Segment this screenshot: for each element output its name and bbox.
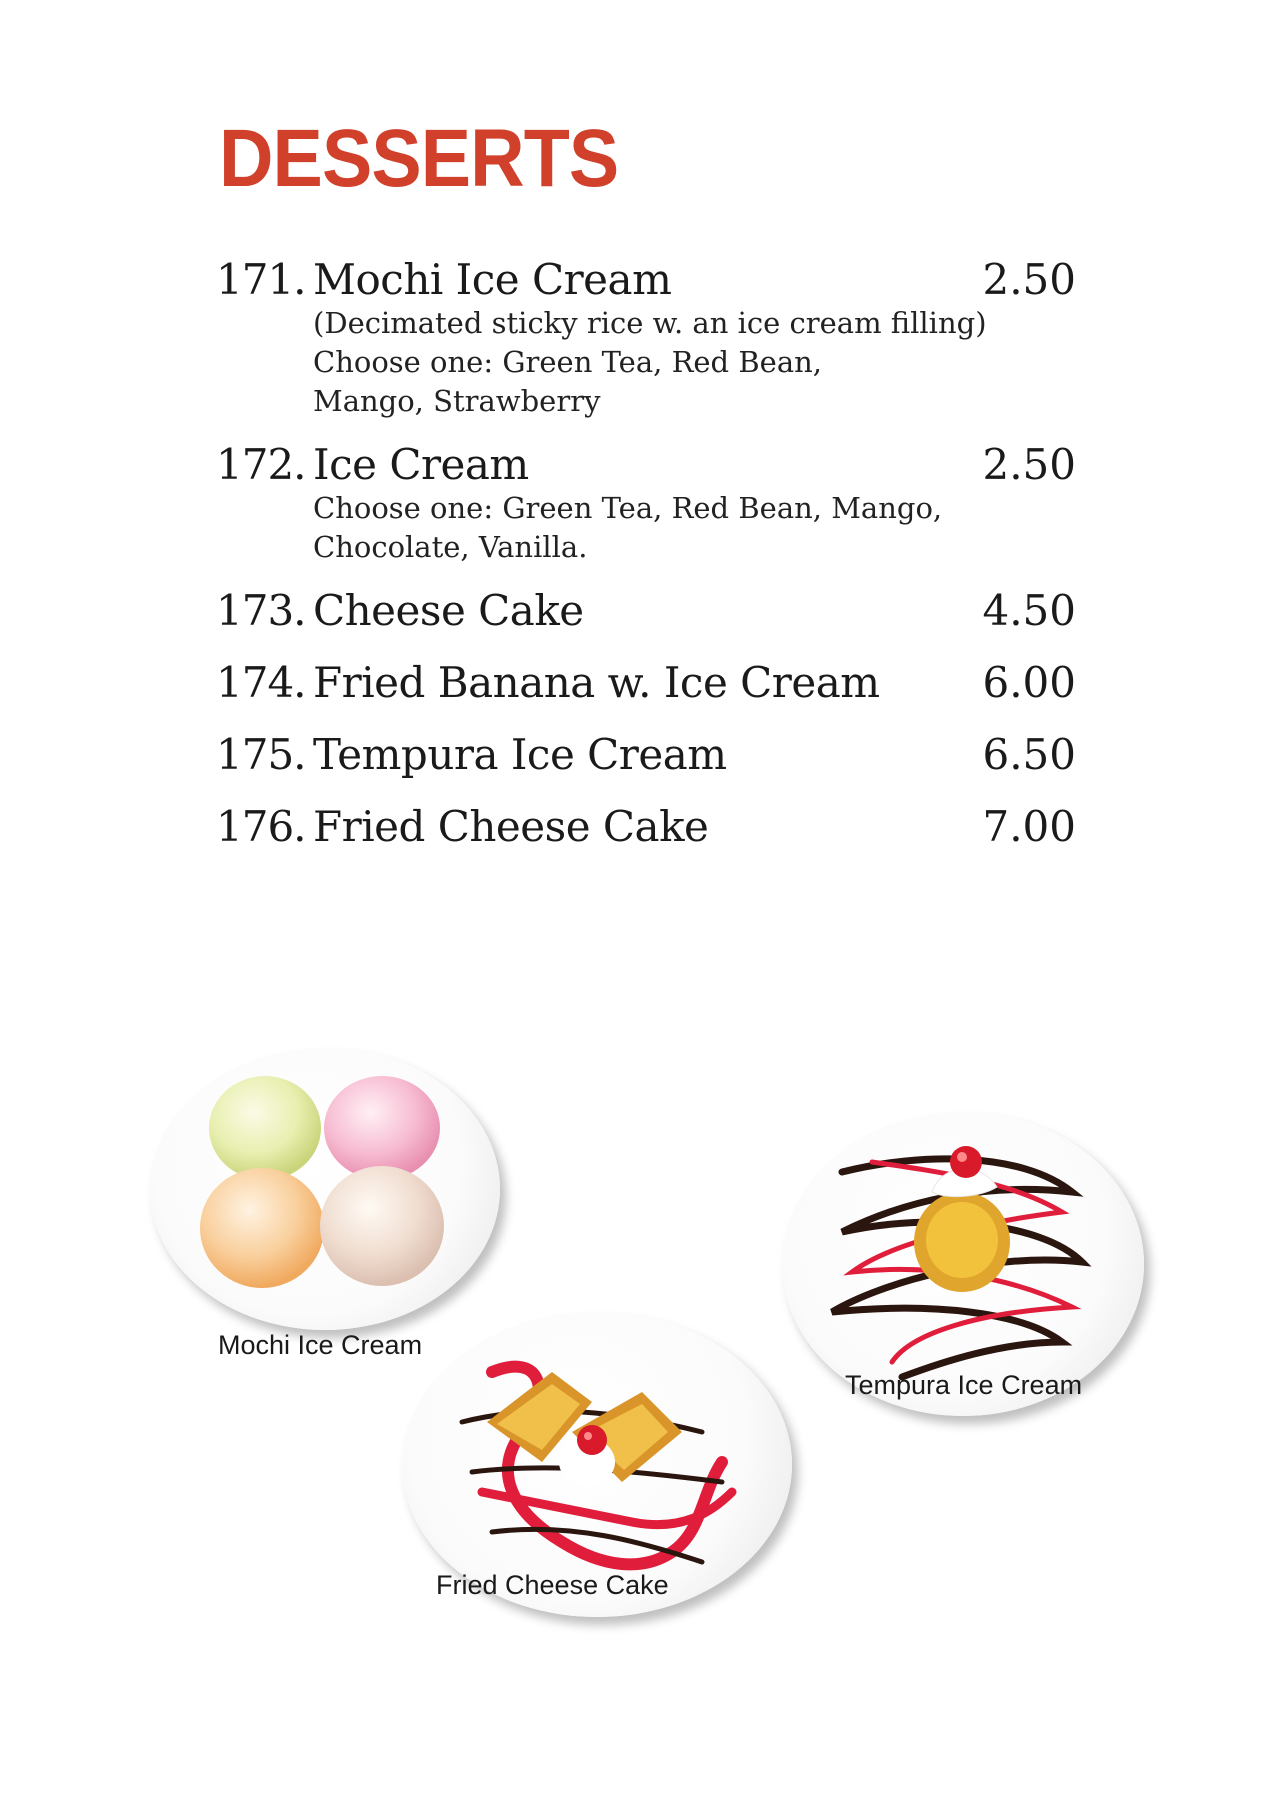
strawberry-mochi: [324, 1076, 440, 1180]
dessert-menu-list: [216, 250, 1076, 869]
item-price: 7.00: [982, 802, 1076, 851]
red-bean-mochi: [320, 1166, 444, 1286]
description-line: Chocolate, Vanilla.: [313, 530, 588, 564]
item-number: 171.: [216, 255, 306, 304]
item-price: 6.50: [982, 730, 1076, 779]
menu-item: [216, 725, 1076, 785]
mochi-balls-icon: [150, 1048, 500, 1330]
item-description: [313, 489, 1076, 567]
item-name: Fried Banana w. Ice Cream: [313, 658, 880, 707]
description-line: Choose one: Green Tea, Red Bean, Mango,: [313, 491, 943, 525]
menu-item: [216, 435, 1076, 567]
item-number: 172.: [216, 440, 306, 489]
description-line: (Decimated sticky rice w. an ice cream filling): [313, 306, 987, 340]
menu-item: [216, 797, 1076, 857]
green-tea-mochi: [209, 1076, 321, 1180]
description-line: Mango, Strawberry: [313, 384, 601, 418]
item-number: 174.: [216, 658, 306, 707]
item-name: Mochi Ice Cream: [313, 255, 672, 304]
page-title: DESSERTS: [219, 113, 619, 204]
photo-caption: Fried Cheese Cake: [436, 1570, 669, 1600]
item-price: 4.50: [982, 586, 1076, 635]
item-name: Fried Cheese Cake: [313, 802, 709, 851]
item-name: Ice Cream: [313, 440, 529, 489]
photo-caption: Tempura Ice Cream: [845, 1370, 1083, 1400]
menu-item: [216, 250, 1076, 421]
item-price: 2.50: [982, 440, 1076, 489]
item-number: 175.: [216, 730, 306, 779]
menu-item: [216, 581, 1076, 641]
item-number: 173.: [216, 586, 306, 635]
mango-mochi: [200, 1168, 324, 1288]
item-name: Tempura Ice Cream: [313, 730, 727, 779]
item-name: Cheese Cake: [313, 586, 584, 635]
item-description: [313, 304, 1076, 421]
item-number: 176.: [216, 802, 306, 851]
item-price: 2.50: [982, 255, 1076, 304]
description-line: Choose one: Green Tea, Red Bean,: [313, 345, 823, 379]
menu-item: [216, 653, 1076, 713]
item-price: 6.00: [982, 658, 1076, 707]
photo-caption: Mochi Ice Cream: [218, 1330, 423, 1360]
